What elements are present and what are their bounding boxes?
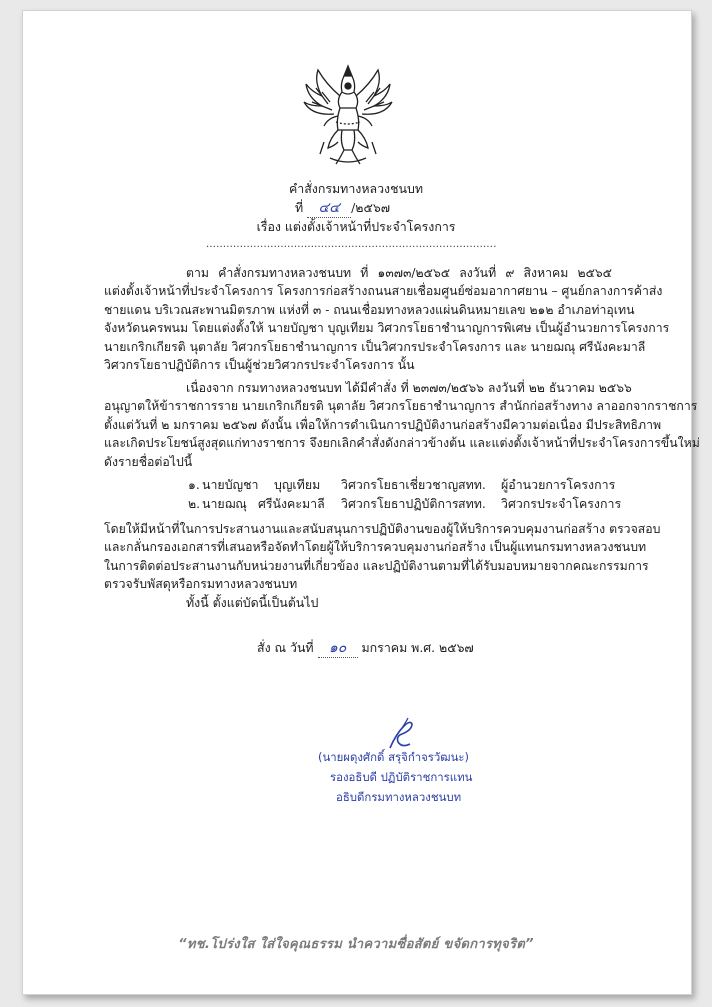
garuda-emblem bbox=[300, 62, 396, 168]
subject-line: เรื่อง แต่งตั้งเจ้าหน้าที่ประจำโครงการ bbox=[256, 219, 456, 234]
appointee-unit: สทท. bbox=[458, 496, 486, 511]
paragraph-1-line: จังหวัดนครพนม โดยแต่งตั้งให้ นายบัญชา บุญเทียม วิศวกรโยธาชำนาญการพิเศษ เป็นผู้อำนวยการโครงการ bbox=[104, 321, 670, 336]
appointee-number: ๑. bbox=[188, 477, 200, 492]
paragraph-1-line: ตาม คำสั่งกรมทางหลวงชนบท ที่ ๑๓๗๓/๒๕๖๕ ลงวันที่ ๙ สิงหาคม ๒๕๖๕ bbox=[186, 266, 612, 280]
paragraph-1-line: แต่งตั้งเจ้าหน้าที่ประจำโครงการ โครงการก่อสร้างถนนสายเชื่อมศูนย์ซ่อมอากาศยาน – ศูนย์กลางการค้าส่ง bbox=[104, 284, 663, 299]
effective-clause: ทั้งนี้ ตั้งแต่บัดนี้เป็นต้นไป bbox=[186, 595, 319, 610]
signatory-title-2: อธิบดีกรมทางหลวงชนบท bbox=[336, 790, 462, 804]
paragraph-2 bbox=[104, 379, 700, 471]
signatory-title-1: รองอธิบดี ปฏิบัติราชการแทน bbox=[330, 770, 473, 784]
paragraph-3-line: และกลั่นกรองเอกสารที่เสนอหรือจัดทำโดยผู้ให้บริการควบคุมงานก่อสร้าง เป็นผู้แทนกรมทางหลวงชนบท bbox=[104, 540, 647, 555]
paragraph-2-line: และเกิดประโยชน์สูงสุดแก่ทางราชการ จึงยกเลิกคำสั่งดังกล่าวข้างต้น และแต่งตั้งเจ้าหน้าที่ประจำโครงการขึ้นใหม่ bbox=[104, 436, 700, 451]
paragraph-3-line: ในการติดต่อประสานงานกับหน่วยงานที่เกี่ยวข้อง และปฏิบัติงานตามที่ได้รับมอบหมายจากคณะกรรมการ bbox=[104, 558, 649, 573]
appointee-role: ผู้อำนวยการโครงการ bbox=[501, 477, 616, 492]
paragraph-2-line: ตั้งแต่วันที่ ๒ มกราคม ๒๕๖๗ ดังนั้น เพื่อให้การดำเนินการปฏิบัติงานก่อสร้างมีความต่อเนื่อง มีประสิทธิภาพ bbox=[104, 417, 662, 432]
paragraph-1-line: ชายแดน บริเวณสะพานมิตรภาพ แห่งที่ ๓ - ถนนเชื่อมทางหลวงแผ่นดินหมายเลข ๒๑๒ อำเภอท่าอุเทน bbox=[104, 302, 635, 317]
handwritten-order-number: ๔๔ bbox=[307, 199, 351, 218]
paragraph-2-line: เนื่องจาก กรมทางหลวงชนบท ได้มีคำสั่ง ที่ ๒๓๗๓/๒๕๖๖ ลงวันที่ ๒๒ ธันวาคม ๒๕๖๖ bbox=[186, 381, 632, 395]
appointee-number: ๒. bbox=[188, 496, 201, 511]
appointee-unit: สทท. bbox=[458, 477, 486, 492]
paragraph-1-line: วิศวกรโยธาปฏิบัติการ เป็นผู้ช่วยวิศวกรประจำโครงการ นั้น bbox=[104, 358, 415, 373]
appointee-first-name: นายฌณุ bbox=[202, 496, 247, 511]
order-date-prefix: สั่ง ณ วันที่ bbox=[257, 640, 314, 655]
order-number bbox=[295, 199, 390, 218]
appointee-position: วิศวกรโยธาเชี่ยวชาญ bbox=[341, 477, 459, 492]
paragraph-2-line: อนุญาตให้ข้าราชการราย นายเกริกเกียรติ นุตาลัย วิศวกรโยธาชำนาญการ สำนักก่อสร้างทาง ลาออกจากราชการ bbox=[104, 399, 698, 414]
handwritten-day: ๑๐ bbox=[318, 639, 358, 658]
appointee-last-name: ศรีนังคะมาลี bbox=[258, 496, 325, 511]
appointee-last-name: บุญเทียม bbox=[274, 477, 321, 492]
order-heading: คำสั่งกรมทางหลวงชนบท bbox=[288, 181, 424, 196]
paragraph-3-line: ตรวจรับพัสดุหรือกรมทางหลวงชนบท bbox=[104, 577, 298, 592]
paragraph-1 bbox=[104, 264, 670, 374]
appointee-position: วิศวกรโยธาปฏิบัติการ bbox=[341, 496, 459, 511]
appointee-first-name: นายบัญชา bbox=[202, 477, 259, 492]
paragraph-3-line: โดยให้มีหน้าที่ในการประสานงานและสนับสนุนการปฏิบัติงานของผู้ให้บริการควบคุมงานก่อสร้าง ตรวจสอบ bbox=[104, 522, 661, 536]
appointee-role: วิศวกรประจำโครงการ bbox=[501, 496, 622, 511]
number-suffix: /๒๕๖๗ bbox=[351, 200, 391, 215]
signatory-name: (นายผดุงศักดิ์ สรุจิกำจรวัฒนะ) bbox=[318, 750, 469, 764]
footer-motto: “ทช.โปร่งใส ใส่ใจคุณธรรม นำความซื่อสัตย์ ขจัดการทุจริต” bbox=[178, 937, 534, 952]
paragraph-1-line: นายเกริกเกียรติ นุตาลัย วิศวกรโยธาชำนาญการ เป็นวิศวกรประจำโครงการ และ นายฌณุ ศรีนังคะมาลี bbox=[104, 339, 646, 354]
order-date-month-year: มกราคม พ.ศ. ๒๕๖๗ bbox=[361, 640, 474, 655]
paragraph-3 bbox=[104, 520, 661, 594]
number-prefix: ที่ bbox=[295, 200, 304, 215]
header-divider: ...................................................................................... bbox=[206, 239, 497, 250]
order-date bbox=[257, 639, 474, 658]
paragraph-2-line: ดังรายชื่อต่อไปนี้ bbox=[104, 454, 193, 469]
